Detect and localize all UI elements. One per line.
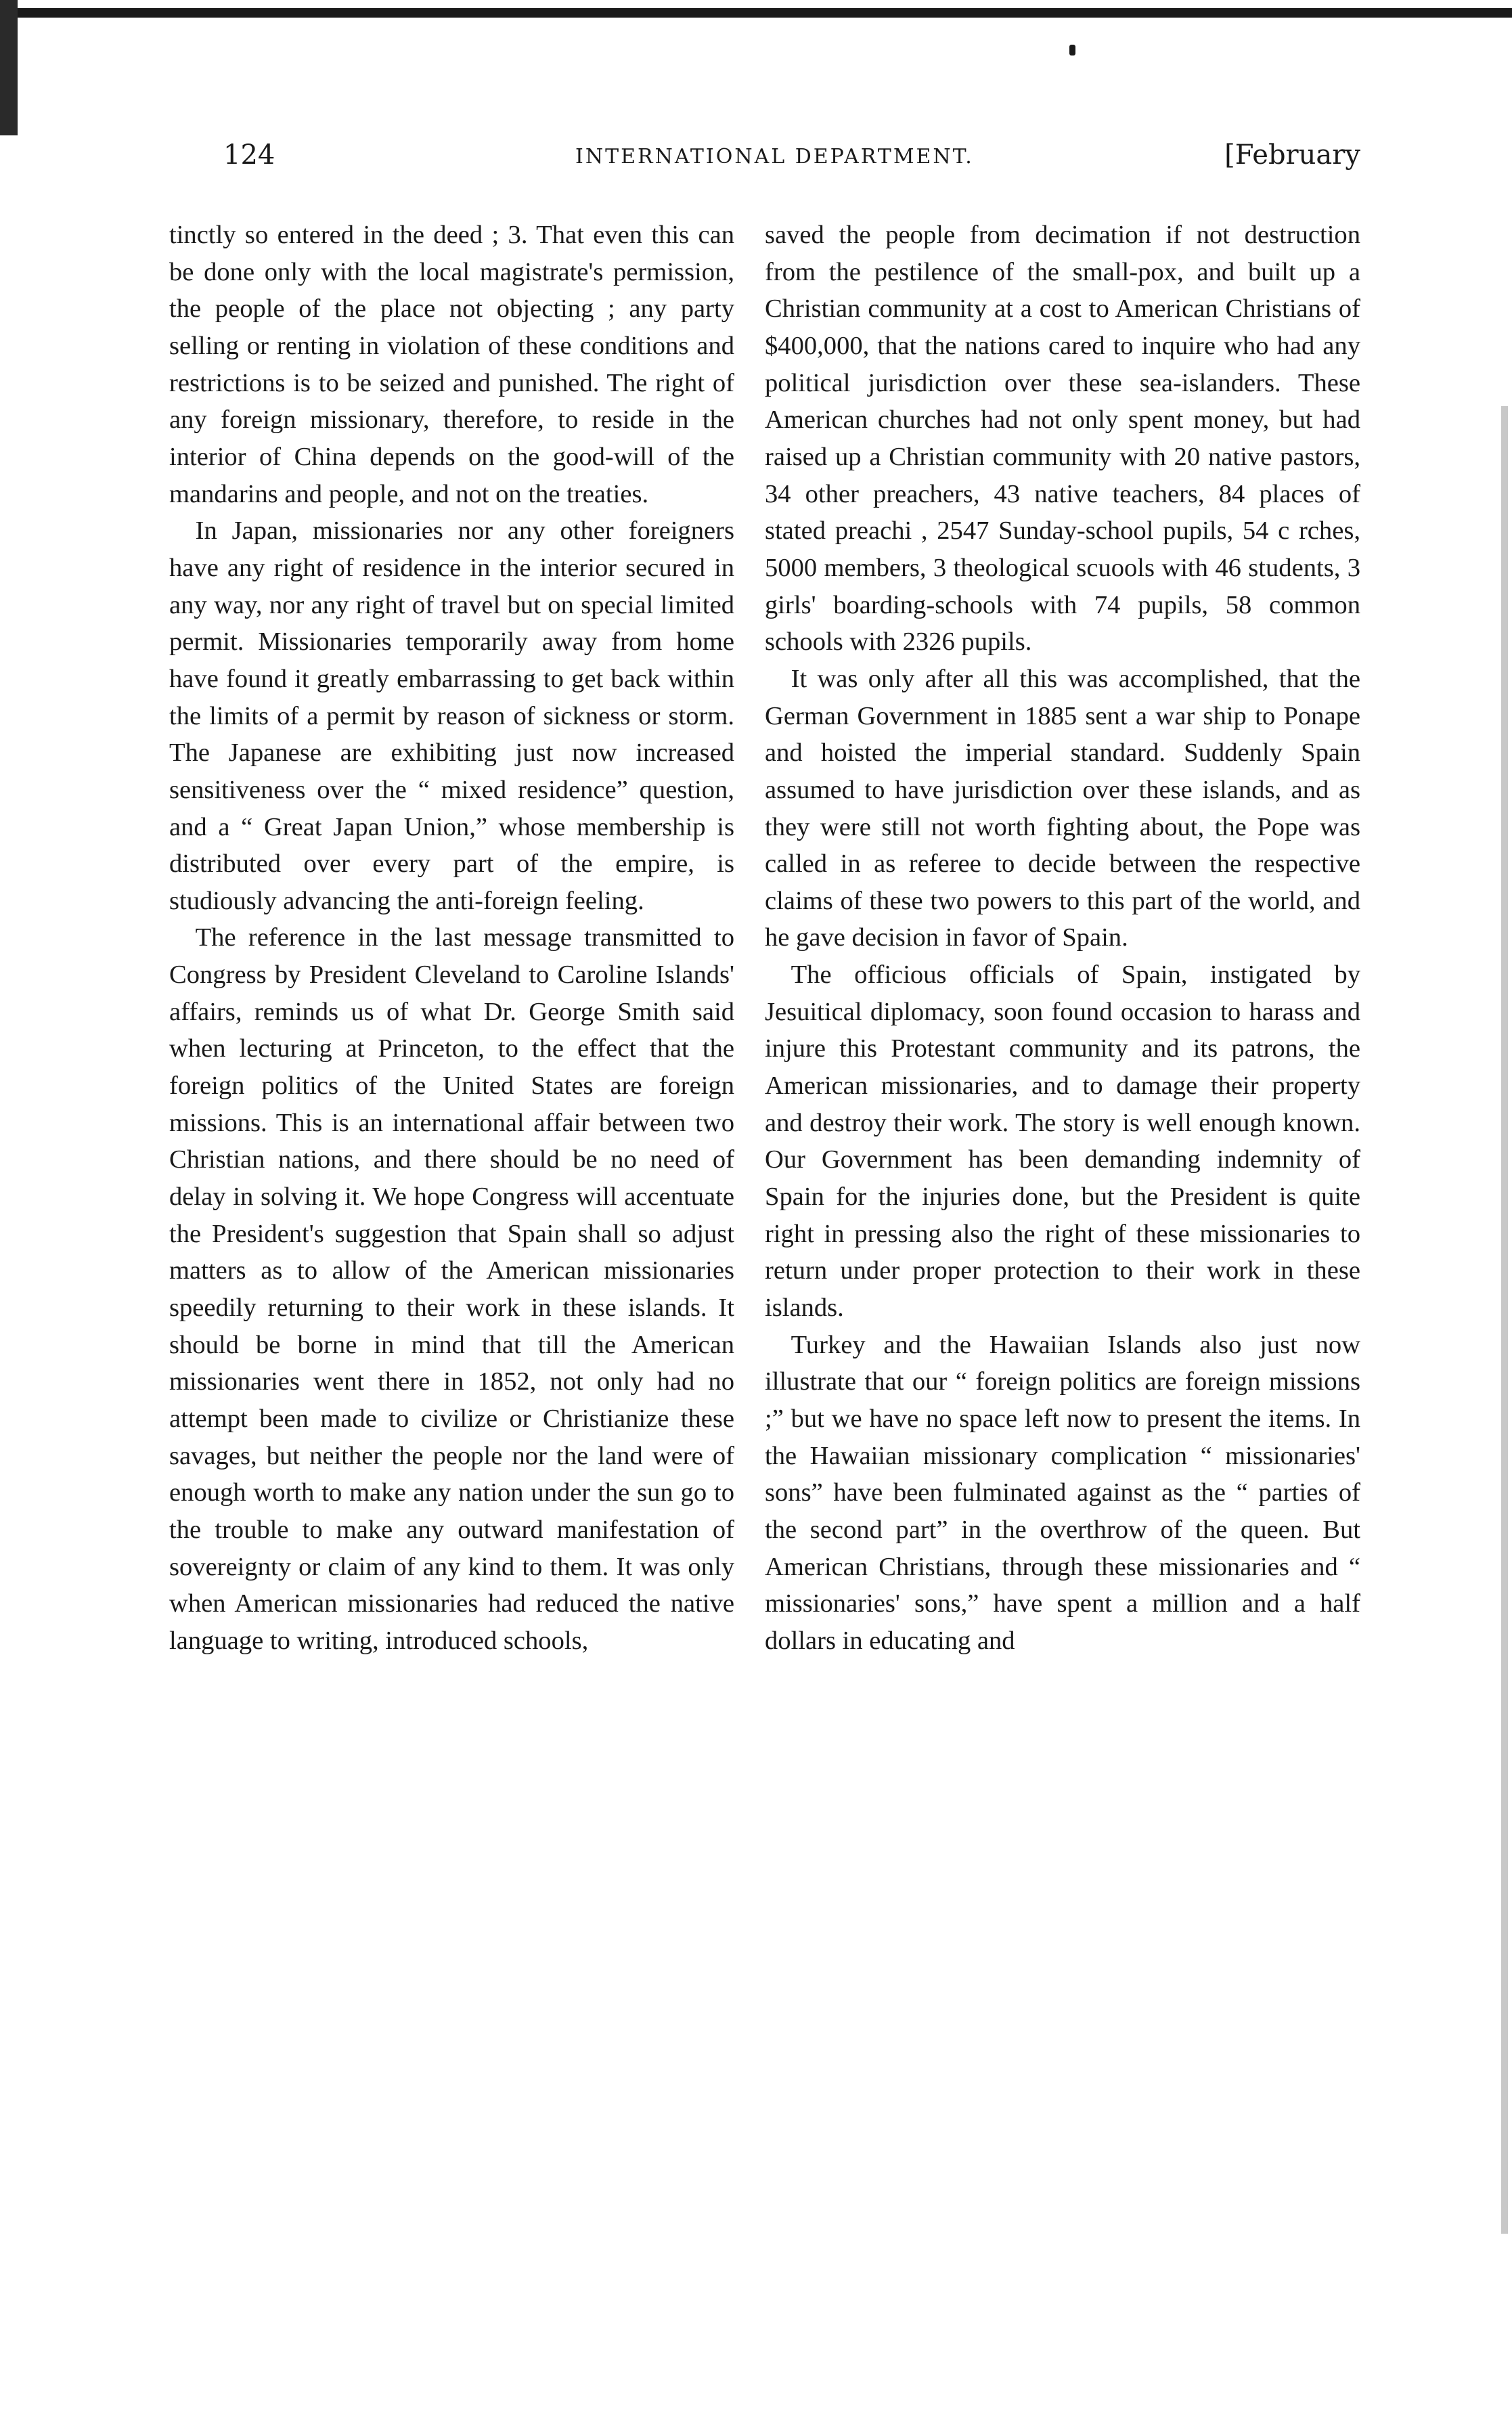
- section-date: [February: [1224, 139, 1360, 171]
- scan-edge-right: [1501, 406, 1508, 2234]
- paragraph: Turkey and the Hawaiian Islands also just now illustrate that our “ foreign politics are foreign missions ;” but we have no space left now to present the items. In the Hawaiian missionary complication “ missionaries' sons” have been fulminated against as the “ parties of the second part” in the overthrow of the queen. But American Christians, through these missionaries and “ missionaries' sons,” have spent a million and a half dollars in educating and: [765, 1330, 1360, 1655]
- paragraph: In Japan, missionaries nor any other foreigners have any right of residence in the interior secured in any way, nor any right of travel but on special limited permit. Missionaries temporarily away from home have found it greatly embarrassing to get back within the limits of a permit by reason of sickness or storm. The Japanese are exhibiting just now increased sensitiveness over the “ mixed residence” question, and a “ Great Japan Union,” whose membership is distributed over every part of the empire, is studiously advancing the anti-foreign feeling.: [169, 516, 734, 915]
- scan-edge-left: [0, 0, 18, 135]
- paragraph: It was only after all this was accomplished, that the German Government in 1885 sent a war ship to Ponape and hoisted the imperial standard. Suddenly Spain assumed to have jurisdiction over these islands, and as they were still not worth fighting about, the Pope was called in as referee to decide between the respective claims of these two powers to this part of the world, and he gave decision in favor of Spain.: [765, 664, 1360, 952]
- running-head: INTERNATIONAL DEPARTMENT.: [575, 145, 974, 169]
- page-number: 124: [223, 139, 275, 171]
- page-header: [223, 139, 1360, 180]
- top-border-rule: [0, 8, 1512, 18]
- right-column: [765, 217, 1360, 1660]
- ink-speck: [1069, 45, 1075, 56]
- left-column: [169, 217, 734, 1660]
- paragraph: The officious officials of Spain, instigated by Jesuitical diplomacy, soon found occasion to harass and injure this Protestant community and its patrons, the American missionaries, and to damage their property and destroy their work. The story is well enough known. Our Government has been demanding indemnity of Spain for the injuries done, but the President is quite right in pressing also the right of these missionaries to return under proper protection to their work in these islands.: [765, 960, 1360, 1323]
- paragraph: tinctly so entered in the deed ; 3. That even this can be done only with the local magistrate's permission, the people of the place not objecting ; any party selling or renting in violation of these conditions and restrictions is to be seized and punished. The right of any foreign missionary, therefore, to reside in the interior of China depends on the good-will of the mandarins and people, and not on the treaties.: [169, 221, 734, 508]
- paragraph: The reference in the last message transmitted to Congress by President Cleveland to Caroline Islands' affairs, reminds us of what Dr. George Smith said when lecturing at Princeton, to the effect that the foreign politics of the United States are foreign missions. This is an international affair between two Christian nations, and there should be no need of delay in solving it. We hope Congress will accentuate the President's suggestion that Spain shall so adjust matters as to allow of the American missionaries speedily returning to their work in these islands. It should be borne in mind that till the American missionaries went there in 1852, not only had no attempt been made to civilize or Christianize these savages, but neither the people nor the land were of enough worth to make any nation under the sun go to the trouble to make any outward manifestation of sovereignty or claim of any kind to them. It was only when American missionaries had reduced the native language to writing, introduced schools,: [169, 923, 734, 1655]
- paragraph: saved the people from decimation if not destruction from the pestilence of the small-pox, and built up a Christian community at a cost to American Christians of $400,000, that the nations cared to inquire who had any political jurisdiction over these sea-islanders. These American churches had not only spent money, but had raised up a Christian community with 20 native pastors, 34 other preachers, 43 native teachers, 84 places of stated preachi , 2547 Sunday-school pupils, 54 c rches, 5000 members, 3 theological scuools with 46 students, 3 girls' boarding-schools with 74 pupils, 58 common schools with 2326 pupils.: [765, 221, 1360, 657]
